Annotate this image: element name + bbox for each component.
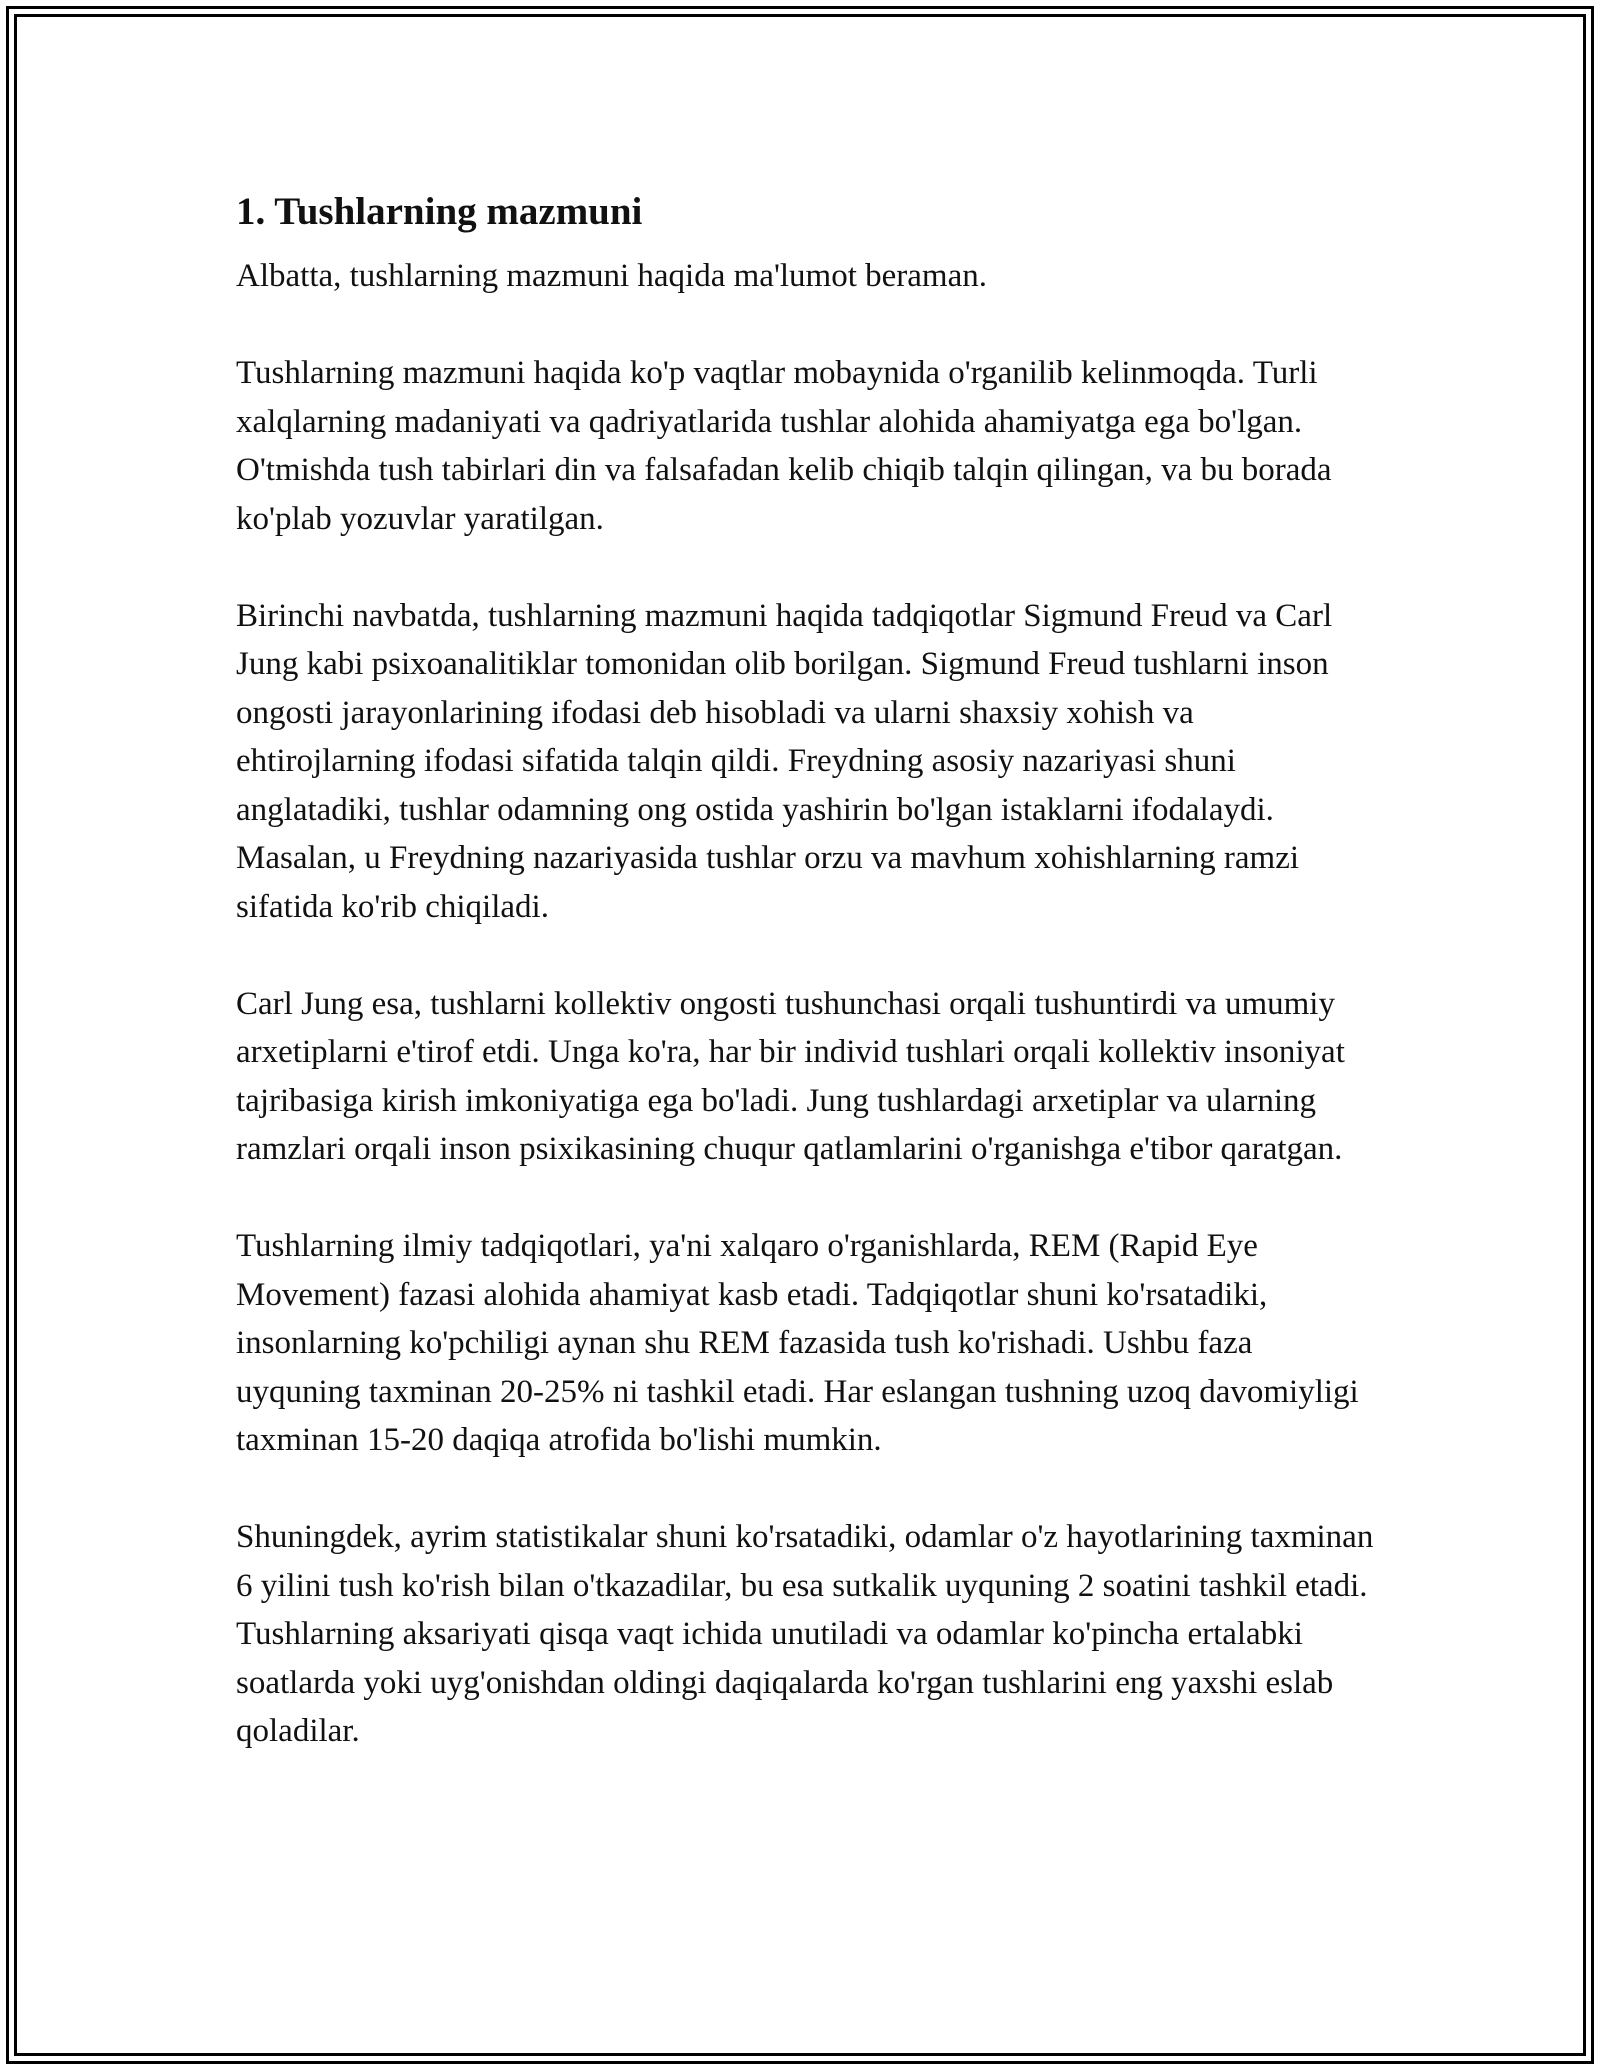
- paragraph-rem: Tushlarning ilmiy tadqiqotlari, ya'ni xalqaro o'rganishlarda, REM (Rapid Eye Movement) fazasi alohida ahamiyat kasb etadi. Tadqiqotlar shuni ko'rsatadiki, insonlarning ko'pchiligi aynan shu REM fazasida tush ko'rishadi. Ushbu faza uyquning taxminan 20-25% ni tashkil etadi. Har eslangan tushning uzoq davomiyligi taxminan 15-20 daqiqa atrofida bo'lishi mumkin.: [236, 1228, 1359, 1458]
- paragraph-freud: Birinchi navbatda, tushlarning mazmuni haqida tadqiqotlar Sigmund Freud va Carl Jung kabi psixoanalitiklar tomonidan olib borilgan. Sigmund Freud tushlarni inson ongosti jarayonlarining ifodasi deb hisobladi va ularni shaxsiy xohish va ehtirojlarning ifodasi sifatida talqin qildi. Freydning asosiy nazariyasi shuni anglatadiki, tushlar odamning ong ostida yashirin bo'lgan istaklarni ifodalaydi. Masalan, u Freydning nazariyasida tushlar orzu va mavhum xohishlarning ramzi sifatida ko'rib chiqiladi.: [236, 597, 1333, 925]
- paragraph-history: Tushlarning mazmuni haqida ko'p vaqtlar mobaynida o'rganilib kelinmoqda. Turli xalqlarning madaniyati va qadriyatlarida tushlar alohida ahamiyatga ega bo'lgan. O'tmishda tush tabirlari din va falsafadan kelib chiqib talqin qilingan, va bu borada ko'plab yozuvlar yaratilgan.: [236, 355, 1332, 537]
- paragraph-jung: Carl Jung esa, tushlarni kollektiv ongosti tushunchasi orqali tushuntirdi va umumiy arxetiplarni e'tirof etdi. Unga ko'ra, har bir individ tushlari orqali kollektiv insoniyat tajribasiga kirish imkoniyatiga ega bo'ladi. Jung tushlardagi arxetiplar va ularning ramzlari orqali inson psixikasining chuqur qatlamlarini o'rganishga e'tibor qaratgan.: [236, 985, 1345, 1167]
- section-heading: 1. Tushlarning mazmuni: [236, 190, 643, 233]
- paragraph-intro: Albatta, tushlarning mazmuni haqida ma'lumot beraman.: [236, 258, 987, 294]
- document-body: [236, 184, 1376, 1804]
- paragraph-statistics: Shuningdek, ayrim statistikalar shuni ko'rsatadiki, odamlar o'z hayotlarining taxminan 6 yilini tush ko'rish bilan o'tkazadilar, bu esa sutkalik uyquning 2 soatini tashkil etadi. Tushlarning aksariyati qisqa vaqt ichida unutiladi va odamlar ko'pincha ertalabki soatlarda yoki uyg'onishdan oldingi daqiqalarda ko'rgan tushlarini eng yaxshi eslab qoladilar.: [236, 1519, 1374, 1749]
